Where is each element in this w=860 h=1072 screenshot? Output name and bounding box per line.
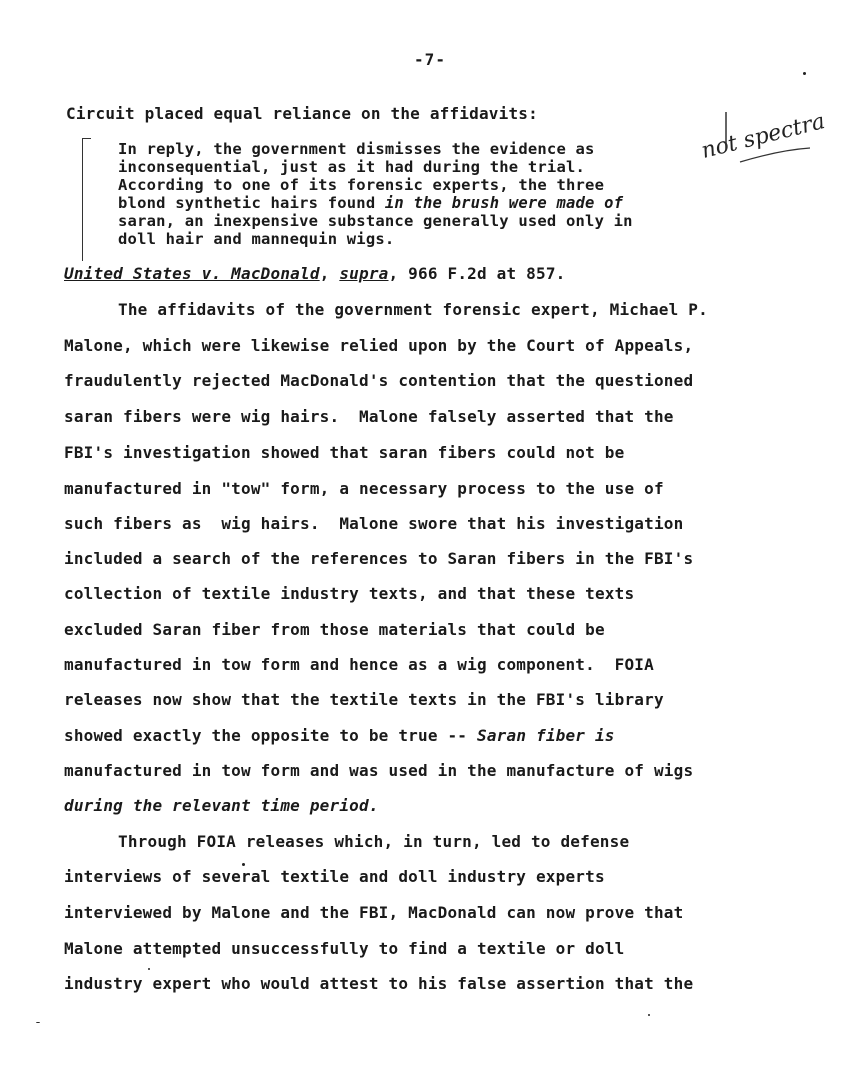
para2-line: industry expert who would attest to his false assertion that the: [64, 974, 694, 993]
para1-line: manufactured in "tow" form, a necessary process to the use of: [64, 479, 664, 498]
scan-speck: [648, 1014, 650, 1016]
para1-line: The affidavits of the government forensic expert, Michael P.: [118, 300, 708, 319]
para2-line: Through FOIA releases which, in turn, led to defense: [118, 832, 630, 851]
quote-line: doll hair and mannequin wigs.: [118, 230, 395, 248]
para1-text: showed exactly the opposite to be true --: [64, 726, 477, 745]
para1-line: FBI's investigation showed that saran fibers could not be: [64, 443, 625, 462]
quote-italic-text: in the brush were made of: [384, 194, 624, 212]
para1-italic-text: during: [64, 796, 133, 815]
quote-text: blond synthetic hairs found: [118, 194, 385, 212]
citation-supra: supra: [339, 264, 389, 283]
citation-separator: ,: [319, 264, 340, 283]
citation-line: [64, 264, 566, 283]
quote-line: In reply, the government dismisses the evidence as: [118, 140, 595, 158]
para2-line: interviewed by Malone and the FBI, MacDonald can now prove that: [64, 903, 684, 922]
para1-line: manufactured in tow form and was used in the manufacture of wigs: [64, 761, 694, 780]
para1-line: such fibers as wig hairs. Malone swore that his investigation: [64, 514, 684, 533]
para1-line: Malone, which were likewise relied upon by the Court of Appeals,: [64, 336, 694, 355]
scan-speck: [148, 968, 150, 970]
page-number: -7-: [414, 50, 446, 69]
para1-line: [64, 726, 615, 745]
para1-line: collection of textile industry texts, and that these texts: [64, 584, 635, 603]
para2-line: interviews of several textile and doll industry experts: [64, 867, 605, 886]
quote-line: [118, 194, 623, 212]
citation-reference: , 966 F.2d at 857.: [388, 264, 566, 283]
handwritten-note: not spectra: [698, 109, 828, 164]
quote-line: inconsequential, just as it had during the trial.: [118, 158, 586, 176]
quote-bracket: [82, 138, 91, 261]
para1-italic-text: Saran fiber is: [476, 726, 615, 745]
para1-italic-text: the relevant time period.: [132, 796, 379, 815]
para1-line: releases now show that the textile texts in the FBI's library: [64, 690, 664, 709]
para1-line: excluded Saran fiber from those materials that could be: [64, 620, 605, 639]
para2-line: Malone attempted unsuccessfully to find a textile or doll: [64, 939, 625, 958]
quote-line: According to one of its forensic experts, the three: [118, 176, 605, 194]
intro-line: Circuit placed equal reliance on the affidavits:: [66, 104, 538, 123]
quote-line: saran, an inexpensive substance generally used only in: [118, 212, 633, 230]
handwriting-strokes: [690, 110, 830, 170]
para1-line: included a search of the references to Saran fibers in the FBI's: [64, 549, 694, 568]
para1-line: [64, 796, 379, 815]
scan-speck: [803, 72, 806, 75]
para1-line: saran fibers were wig hairs. Malone falsely asserted that the: [64, 407, 674, 426]
case-name: United States v. MacDonald: [64, 264, 320, 283]
para1-line: manufactured in tow form and hence as a wig component. FOIA: [64, 655, 654, 674]
para1-line: fraudulently rejected MacDonald's contention that the questioned: [64, 371, 694, 390]
scan-speck: [242, 863, 245, 866]
scan-speck: [36, 1022, 40, 1023]
